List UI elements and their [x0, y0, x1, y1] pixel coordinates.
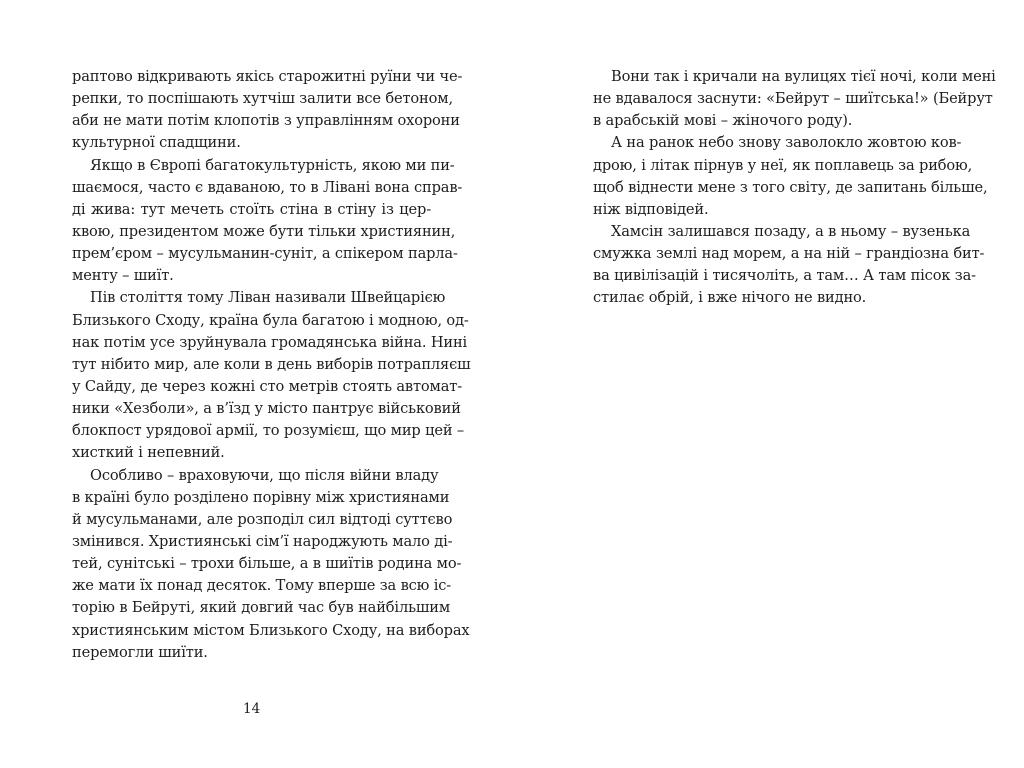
text-line: А на ранок небо знову заволокло жовтою ков- — [611, 134, 962, 152]
text-line: же мати їх понад десяток. Тому вперше за всю іс- — [72, 577, 452, 595]
text-line: блокпост урядової армії, то розумієш, що мир цей – — [72, 422, 465, 440]
text-line: нак потім усе зруйнувала громадянська війна. Нині — [72, 333, 468, 351]
text-line: раптово відкривають якісь старожитні руїни чи че- — [72, 68, 463, 85]
text-line: не вдавалося заснути: «Бейрут – шиїтська!» (Бейрут — [593, 90, 993, 108]
text-line: ники «Хезболи», а в’їзд у місто пантрує військовий — [72, 400, 461, 418]
text-line: смужка землі над морем, а на ній – грандіозна бит- — [593, 245, 985, 263]
text-line: християнським містом Близького Сходу, на виборах — [72, 621, 470, 639]
text-line: перемогли шиїти. — [72, 643, 208, 661]
paragraph — [593, 132, 988, 221]
text-line: Особливо – враховуючи, що після війни владу — [90, 466, 439, 484]
text-line: репки, то поспішають хутчіш залити все бетоном, — [72, 90, 453, 108]
text-line: Якщо в Європі багатокультурність, якою ми пи- — [90, 156, 455, 174]
text-line: в країні було розділено порівну між християнами — [72, 488, 450, 506]
text-line: у Сайду, де через кожні сто метрів стоять автомат- — [72, 377, 462, 395]
text-line: ва цивілізацій і тисячоліть, а там… А там пісок за- — [593, 267, 976, 285]
text-line: Близького Сходу, країна була багатою і модною, од- — [72, 311, 469, 329]
page-number: 14 — [243, 701, 261, 717]
text-line: Вони так і кричали на вулицях тієї ночі, коли мені — [611, 68, 996, 85]
text-line: змінився. Християнські сім’ї народжують мало ді- — [72, 532, 453, 550]
paragraph — [72, 465, 470, 664]
paragraph — [593, 66, 996, 132]
text-line: тут нібито мир, але коли в день виборів потрапляєш — [72, 355, 471, 373]
text-line: квою, президентом може бути тільки християнин, — [72, 222, 456, 240]
right-page — [512, 0, 1024, 768]
text-line: ніж відповідей. — [593, 200, 709, 218]
text-line: аби не мати потім клопотів з управлінням охорони — [72, 112, 460, 130]
text-line: дрою, і літак пірнув у неї, як поплавець за рибою, — [593, 156, 973, 174]
text-line: в арабській мові – жіночого роду). — [593, 112, 853, 130]
text-line: прем’єром – мусульманин-суніт, а спікером парла- — [72, 245, 458, 263]
right-page-text-column — [593, 66, 996, 310]
paragraph — [72, 66, 463, 155]
paragraph — [72, 287, 471, 464]
text-line: хисткий і непевний. — [72, 444, 225, 462]
text-line: Хамсін залишався позаду, а в ньому – вузенька — [611, 222, 971, 240]
text-line: шаємося, часто є вдаваною, то в Лівані вона справ- — [72, 178, 463, 196]
text-line: ді жива: тут мечеть стоїть стіна в стіну із цер- — [72, 200, 431, 218]
paragraph — [593, 221, 985, 310]
text-line: торію в Бейруті, який довгий час був найбільшим — [72, 599, 451, 617]
paragraph — [72, 155, 463, 288]
text-line: й мусульманами, але розподіл сил відтоді суттєво — [72, 510, 453, 528]
text-line: щоб віднести мене з того світу, де запитань більше, — [593, 178, 988, 196]
text-line: культурної спадщини. — [72, 134, 241, 152]
text-line: стилає обрій, і вже нічого не видно. — [593, 289, 867, 307]
text-line: менту – шиїт. — [72, 267, 174, 285]
text-line: тей, сунітські – трохи більше, а в шиїтів родина мо- — [72, 555, 462, 573]
left-page-text-column — [72, 66, 471, 664]
text-line: Пів століття тому Ліван називали Швейцарією — [90, 289, 446, 307]
